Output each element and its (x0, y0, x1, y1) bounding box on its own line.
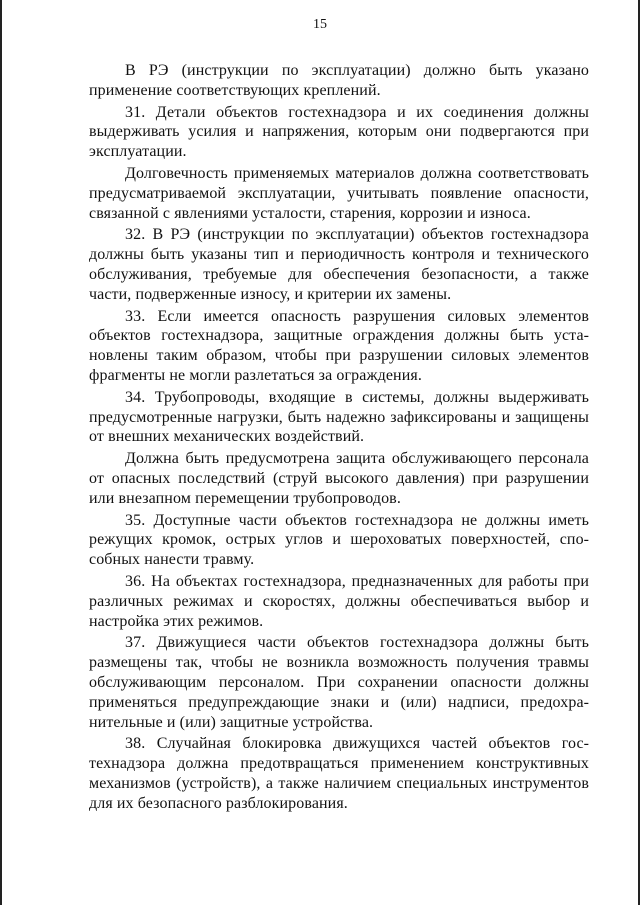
paragraph-35: 35. Доступные части объектов гостехнадзора не должны иметь режущих кромок, острых углов и шероховатых поверхностей, способных нанести травму. (89, 511, 589, 569)
paragraph-36: 36. На объектах гостехнадзора, предназначенных для работы при различных режимах и скоростях, должны обеспечиваться выбор и настройка этих режимов. (89, 572, 589, 630)
page-number: 15 (313, 17, 327, 32)
paragraph: Должна быть предусмотрена защита обслуживающего персонала от опасных последствий (струй высокого давления) при разрушении или внезапном перемещении трубопроводов. (89, 450, 589, 507)
paragraph-33: 33. Если имеется опасность разрушения силовых элементов объектов гостехнадзора, защитные ограждения должны быть установлены таким образом, чтобы при разрушении силовых элементов фрагменты не могли разлетаться за ограждения. (89, 307, 589, 384)
body-text (89, 61, 589, 815)
scan-edge-left (0, 0, 2, 905)
paragraph-31: 31. Детали объектов гостехнадзора и их соединения должны выдерживать усилия и напряжения, которым они подвергаются при эксплуатации. (89, 103, 589, 161)
paragraph: В РЭ (инструкции по эксплуатации) должно быть указано применение соответствующих креплений. (89, 62, 589, 99)
paragraph-38: 38. Случайная блокировка движущихся частей объектов гостехнадзора должна предотвращаться применением конструктивных механизмов (устройств), а также наличием специальных инструментов для их безопасного разблокирования. (89, 735, 589, 812)
paragraph-32: 32. В РЭ (инструкции по эксплуатации) объектов гостехнадзора должны быть указаны тип и периодичность контроля и технического обслуживания, требуемые для обеспечения безопасности, а также части, подверженные износу, и критерии их замены. (89, 226, 589, 303)
paragraph-34: 34. Трубопроводы, входящие в системы, должны выдерживать предусмотренные нагрузки, быть надежно зафиксированы и защищены от внешних механических воздействий. (89, 388, 589, 446)
paragraph: Долговечность применяемых материалов должна соответствовать предусматриваемой эксплуатации, учитывать появление опасности, связанной с явлениями усталости, старения, коррозии и износа. (89, 164, 589, 222)
paragraph-37: 37. Движущиеся части объектов гостехнадзора должны быть размещены так, чтобы не возникла возможность получения травмы обслуживающим персоналом. При сохранении опасности должны применяться предупреждающие знаки и (или) надписи, предохранительные и (или) защитные устройства. (89, 634, 589, 731)
